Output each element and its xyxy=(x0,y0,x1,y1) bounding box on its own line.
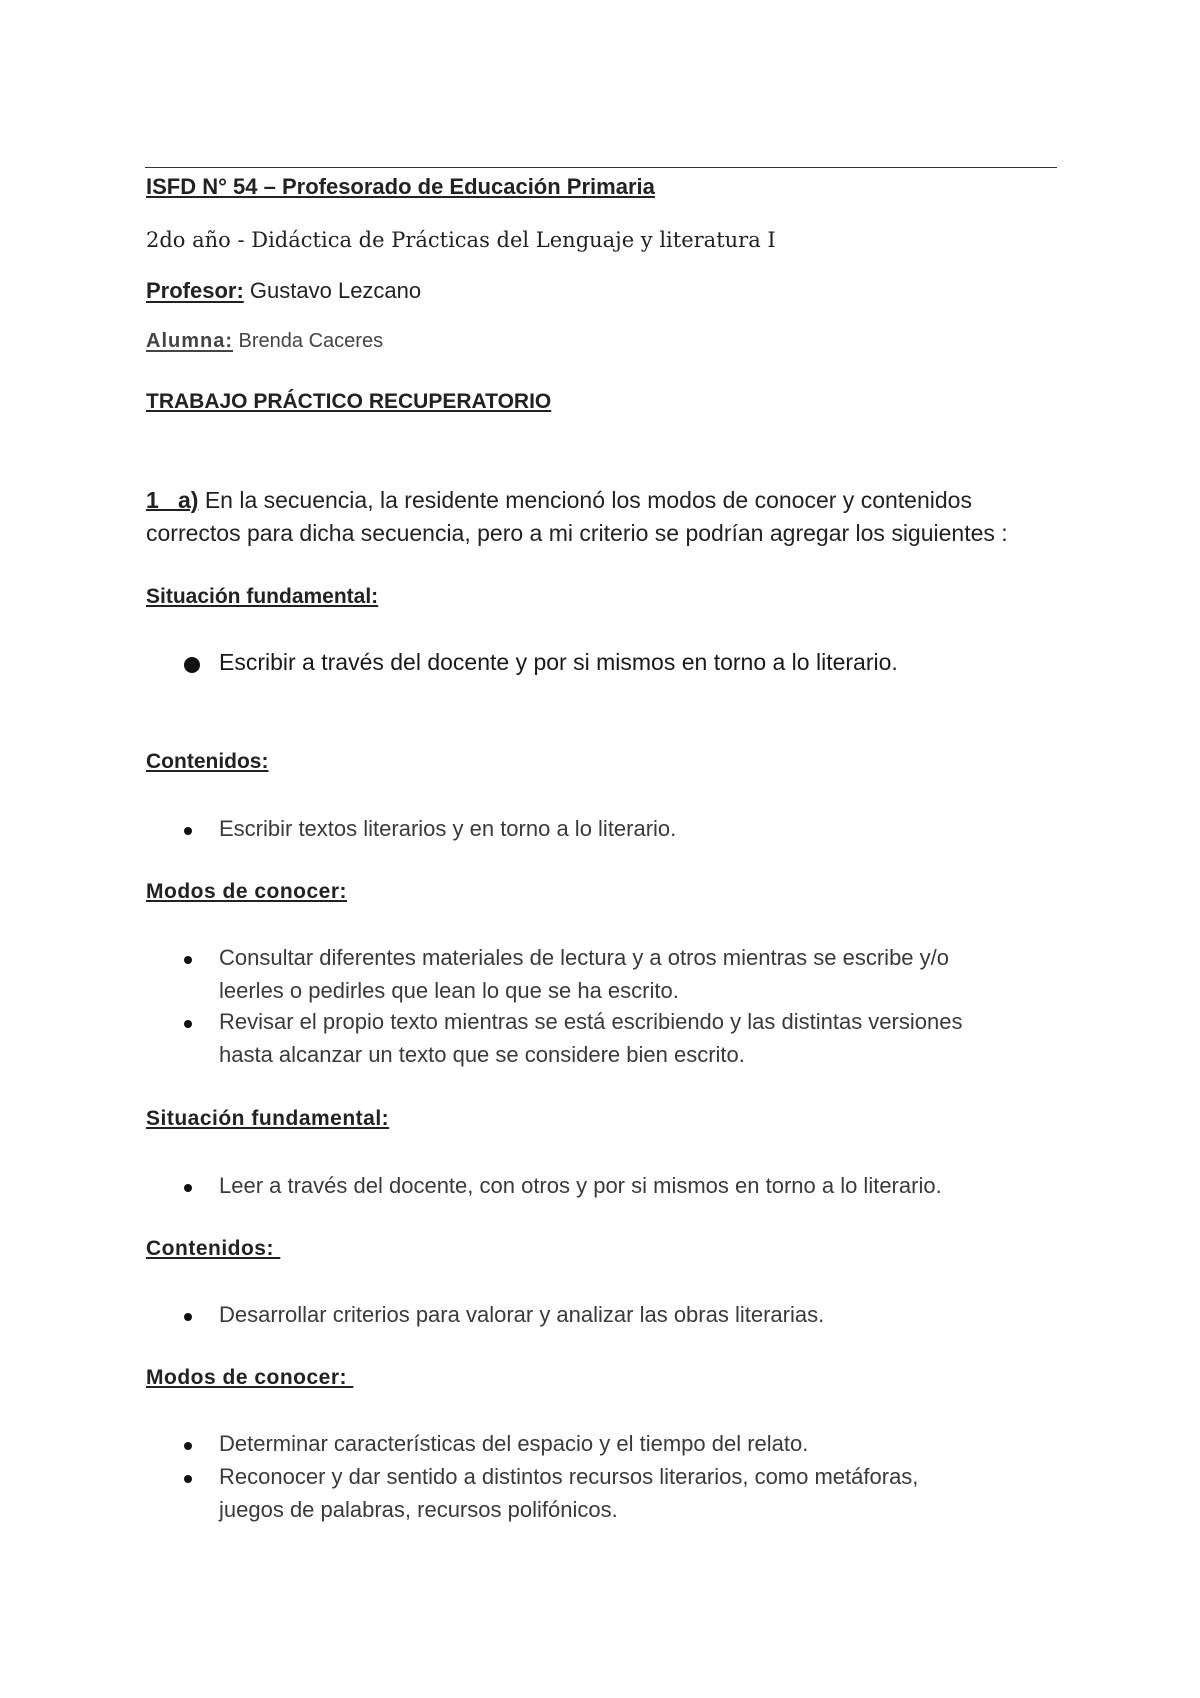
bullet-icon xyxy=(184,956,192,964)
question-number: 1_ a) xyxy=(146,487,199,513)
section-heading-modos-2: Modos de conocer: xyxy=(146,1366,354,1389)
bullet-icon xyxy=(184,1020,192,1028)
student-name: Brenda Caceres xyxy=(233,330,384,352)
question-text-1: En la secuencia, la residente mencionó los modos de conocer y contenidos xyxy=(198,487,972,513)
bullet-icon xyxy=(184,1442,192,1450)
question-line-2: correctos para dicha secuencia, pero a mi criterio se podrían agregar los siguientes : xyxy=(146,520,1008,546)
student-line xyxy=(146,330,383,353)
list-item: Leer a través del docente, con otros y por si mismos en torno a lo literario. xyxy=(219,1173,942,1198)
professor-name: Gustavo Lezcano xyxy=(243,278,422,303)
course-line: 2do año - Didáctica de Prácticas del Lenguaje y literatura I xyxy=(146,228,776,252)
list-item: Consultar diferentes materiales de lectura y a otros mientras se escribe y/o xyxy=(219,945,949,970)
bullet-icon xyxy=(184,1313,192,1321)
list-item-continuation: juegos de palabras, recursos polifónicos. xyxy=(219,1497,618,1522)
section-heading-modos-1: Modos de conocer: xyxy=(146,880,348,903)
section-heading-contenidos-2: Contenidos: xyxy=(146,1237,281,1260)
section-heading-situacion-2: Situación fundamental: xyxy=(146,1107,390,1130)
section-heading-contenidos-1: Contenidos: xyxy=(146,750,269,773)
professor-line xyxy=(146,278,421,304)
assignment-title: TRABAJO PRÁCTICO RECUPERATORIO xyxy=(146,390,552,413)
list-item: Determinar características del espacio y el tiempo del relato. xyxy=(219,1431,809,1456)
question-line-1 xyxy=(146,487,972,514)
list-item-continuation: leerles o pedirles que lean lo que se ha escrito. xyxy=(219,978,679,1003)
list-item: Desarrollar criterios para valorar y analizar las obras literarias. xyxy=(219,1302,825,1327)
list-item: Escribir a través del docente y por si mismos en torno a lo literario. xyxy=(219,649,898,675)
professor-label: Profesor: xyxy=(146,278,244,303)
bullet-icon xyxy=(184,657,200,673)
list-item: Reconocer y dar sentido a distintos recursos literarios, como metáforas, xyxy=(219,1464,919,1489)
bullet-icon xyxy=(184,1184,192,1192)
bullet-icon xyxy=(184,1475,192,1483)
list-item: Revisar el propio texto mientras se está escribiendo y las distintas versiones xyxy=(219,1009,963,1034)
top-rule xyxy=(145,167,1057,168)
section-heading-situacion-1: Situación fundamental: xyxy=(146,585,379,608)
bullet-icon xyxy=(184,827,192,835)
institute-heading: ISFD N° 54 – Profesorado de Educación Primaria xyxy=(146,174,655,199)
list-item: Escribir textos literarios y en torno a lo literario. xyxy=(219,816,677,841)
list-item-continuation: hasta alcanzar un texto que se considere bien escrito. xyxy=(219,1042,745,1067)
student-label: Alumna: xyxy=(146,330,233,352)
